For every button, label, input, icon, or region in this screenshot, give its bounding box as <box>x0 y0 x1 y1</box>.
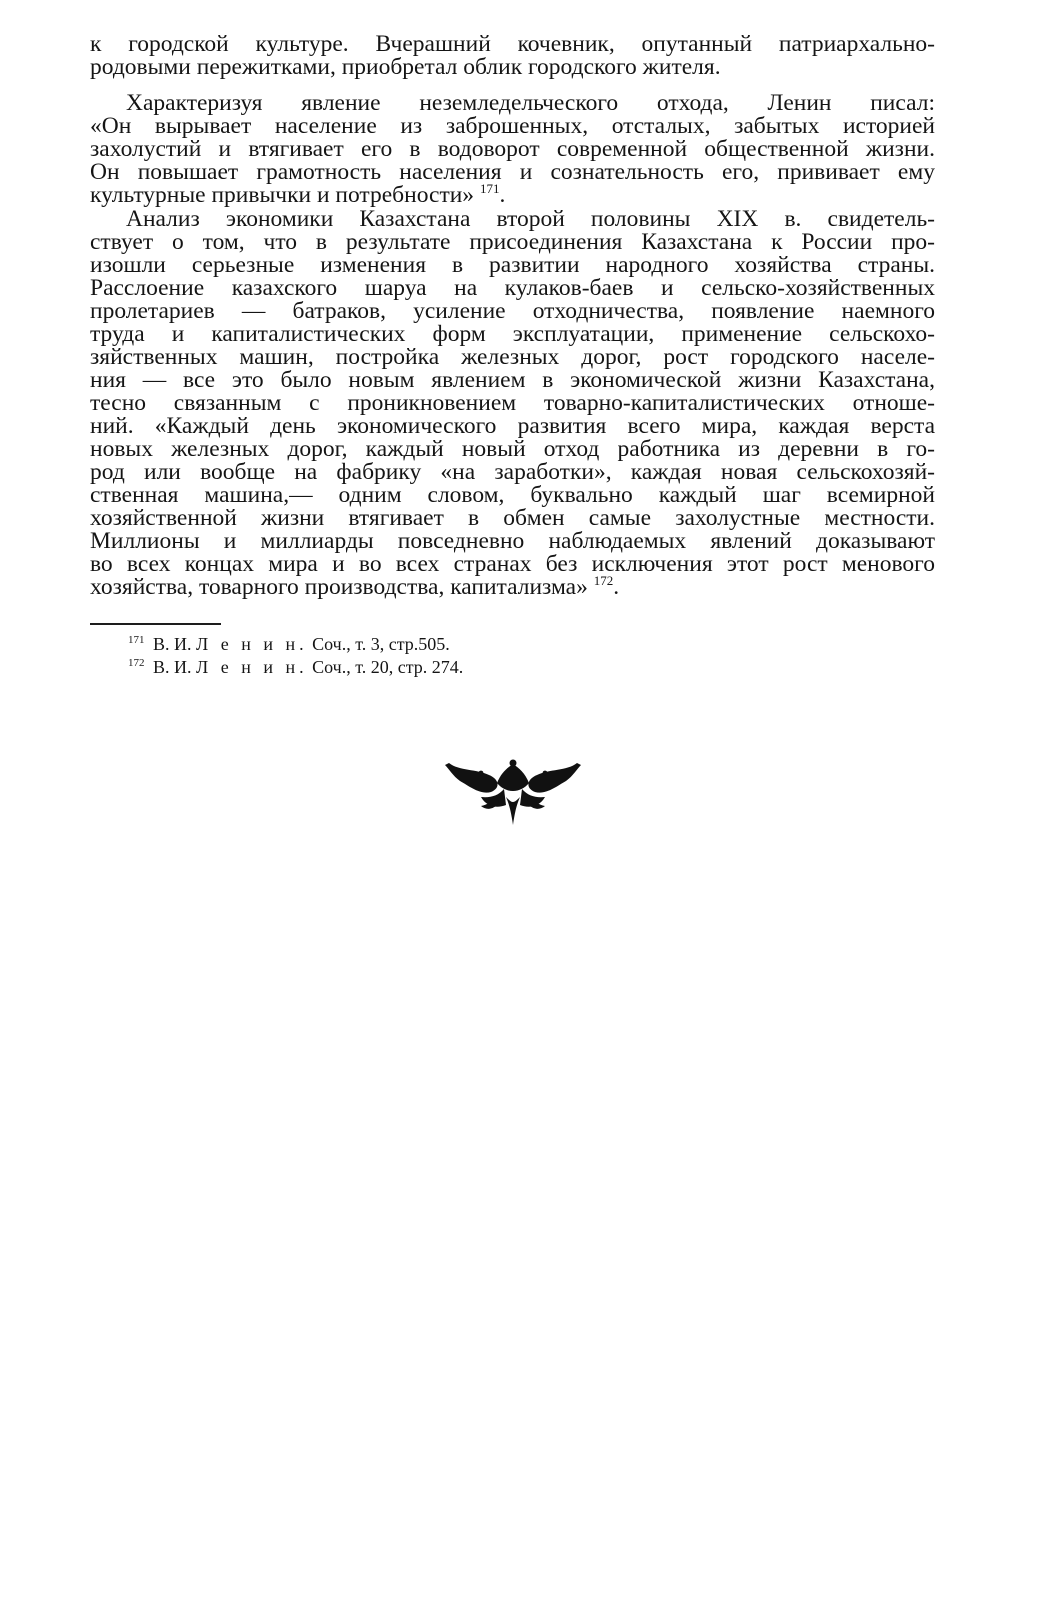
text-line: родовыми пережитками, приобретал облик городского жителя. <box>90 54 721 80</box>
text-line: тесно связанным с проникновением товарно-капиталистических отноше- <box>90 390 935 416</box>
text-line-content: хозяйства, товарного производства, капитализма» <box>90 574 588 600</box>
text-line: хозяйственной жизни втягивает в обмен самые захолустные местности. <box>90 505 935 531</box>
text-line: Он повышает грамотность населения и сознательность его, прививает ему <box>90 159 935 185</box>
footnote-author: Л е н и н. <box>196 657 308 677</box>
footnote-source: Соч., т. 20, стр. 274. <box>312 657 464 677</box>
footnote-reference: 171 <box>479 181 500 196</box>
text-line <box>90 574 935 600</box>
text-line: пролетариев — батраков, усиление отходничества, появление наемного <box>90 298 935 324</box>
text-line: Характеризуя явление неземледельческого отхода, Ленин писал: <box>126 90 935 116</box>
text-line: зяйственных машин, постройка железных дорог, рост городского населе- <box>90 344 935 370</box>
footnote <box>128 633 450 655</box>
text-line: новых железных дорог, каждый новый отход работника из деревни в го- <box>90 436 935 462</box>
text-line: ния — все это было новым явлением в экономической жизни Казахстана, <box>90 367 935 393</box>
footnote-author: Л е н и н. <box>196 634 308 654</box>
text-line: род или вообще на фабрику «на заработки», каждая новая сельскохозяй- <box>90 459 935 485</box>
text-line-content: культурные привычки и потребности» <box>90 182 475 208</box>
text-line: труда и капиталистических форм эксплуатации, применение сельскохо- <box>90 321 935 347</box>
text-line: во всех концах мира и во всех странах без исключения этот рост менового <box>90 551 935 577</box>
footnote-number: 171 <box>128 634 145 646</box>
text-line <box>90 182 935 208</box>
text-line: «Он вырывает население из заброшенных, отсталых, забытых историей <box>90 113 935 139</box>
footnote-initials: В. И. <box>153 634 192 654</box>
text-line: изошли серьезные изменения в развитии народного хозяйства страны. <box>90 252 935 278</box>
footnote <box>128 656 463 678</box>
text-line: ний. «Каждый день экономического развития всего мира, каждая верста <box>90 413 935 439</box>
text-line: Миллионы и миллиарды повседневно наблюдаемых явлений доказывают <box>90 528 935 554</box>
footnote-number: 172 <box>128 657 145 669</box>
text-line: ственная машина,— одним словом, буквально каждый шаг всемирной <box>90 482 935 508</box>
punctuation: . <box>613 574 620 600</box>
text-line: Расслоение казахского шаруа на кулаков-баев и сельско-хозяйственных <box>90 275 935 301</box>
footnote-separator <box>90 623 221 625</box>
punctuation: . <box>499 182 506 208</box>
text-line: Анализ экономики Казахстана второй половины XIX в. свидетель- <box>126 206 935 232</box>
text-line: ствует о том, что в результате присоединения Казахстана к России про- <box>90 229 935 255</box>
text-line: к городской культуре. Вчерашний кочевник, опутанный патриархально- <box>90 31 935 57</box>
floral-ornament-icon <box>441 757 585 829</box>
text-line: захолустий и втягивает его в водоворот современной общественной жизни. <box>90 136 935 162</box>
footnote-initials: В. И. <box>153 657 192 677</box>
footnote-source: Соч., т. 3, стр.505. <box>312 634 450 654</box>
footnote-reference: 172 <box>593 573 614 588</box>
